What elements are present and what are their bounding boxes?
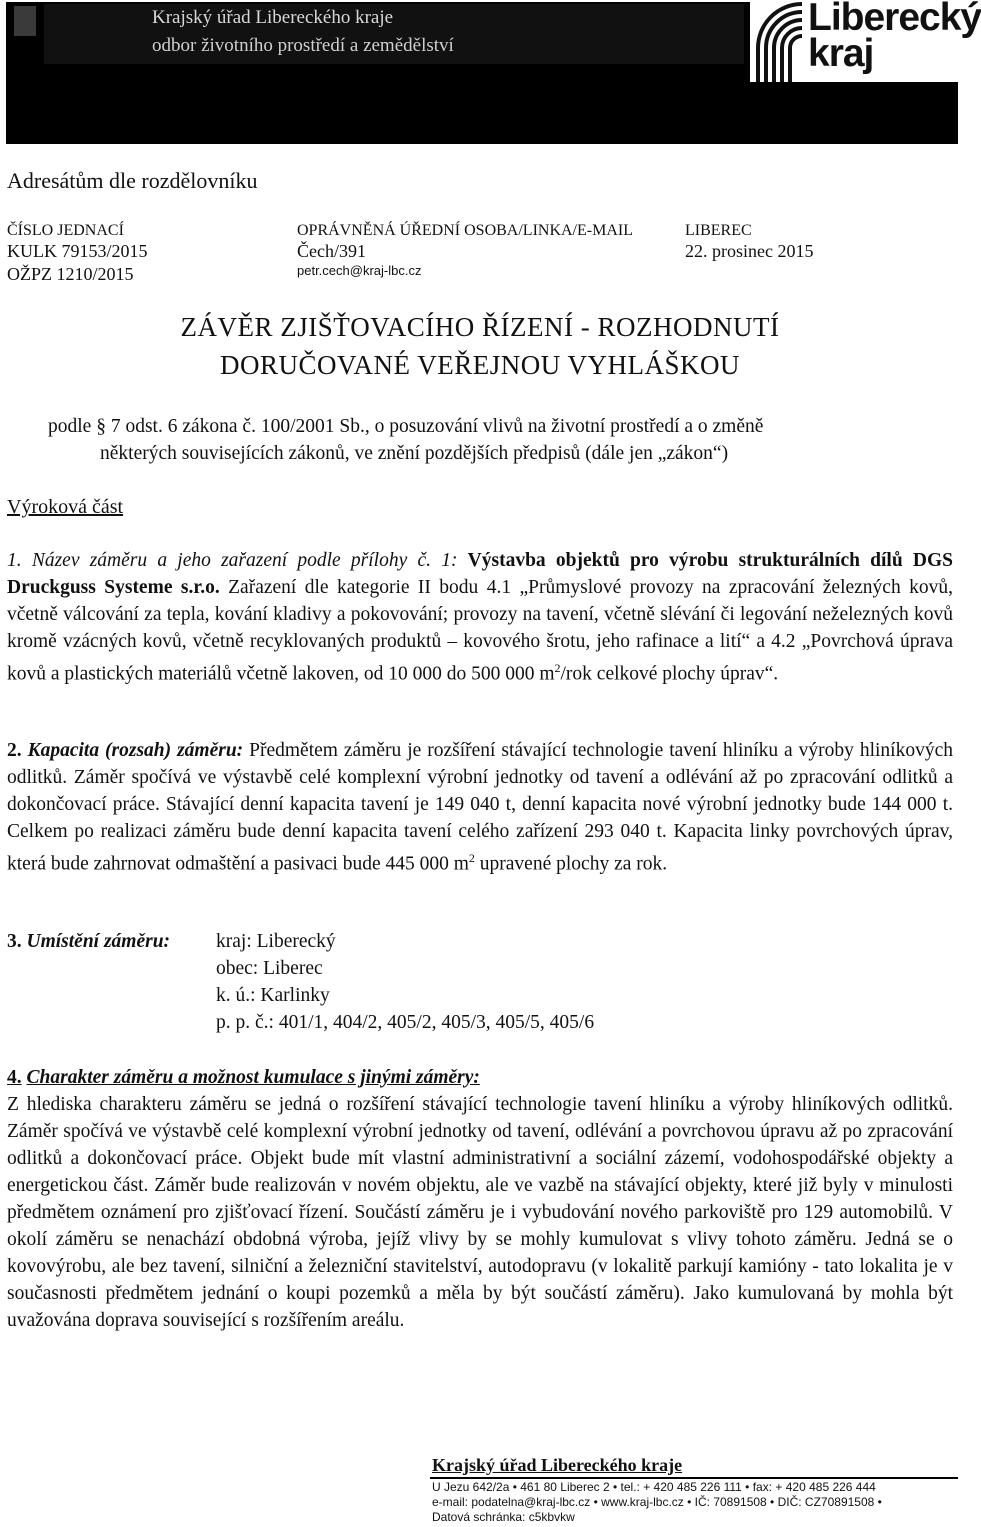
section-3-label: Umístění záměru:	[26, 931, 171, 952]
section-2-text-end: upravené plochy za rok.	[474, 853, 668, 875]
location-region: kraj: Liberecký	[216, 931, 336, 952]
section-3-number: 3.	[7, 931, 22, 952]
footer-contacts: e-mail: podatelna@kraj-lbc.cz • www.kraj-lbc.cz • IČ: 70891508 • DIČ: CZ70891508 •	[432, 1495, 882, 1509]
liberecky-kraj-logo	[750, 0, 981, 82]
section-2-sup: 2	[468, 851, 475, 865]
section-3-heading	[7, 928, 170, 955]
section-heading: Výroková část	[7, 496, 124, 518]
section-1-text-end: /rok celkové plochy úprav“.	[560, 663, 779, 685]
logo-line-2: kraj	[808, 32, 874, 75]
decision-title-line-1: ZÁVĚR ZJIŠŤOVACÍHO ŘÍZENÍ - ROZHODNUTÍ	[180, 312, 780, 342]
location-parcels: p. p. č.: 401/1, 404/2, 405/2, 405/3, 405/5, 405/6	[216, 1012, 595, 1033]
location-municipality: obec: Liberec	[216, 958, 323, 979]
document-date: 22. prosinec 2015	[685, 241, 814, 261]
footer-divider	[430, 1477, 958, 1479]
reference-number-2: OŽPZ 1210/2015	[7, 264, 134, 284]
official-email: petr.cech@kraj-lbc.cz	[297, 263, 422, 278]
section-4-heading	[7, 1064, 480, 1091]
legal-basis-line-1	[48, 413, 763, 440]
logo-wordmark	[808, 0, 981, 75]
section-1-text: Zařazení dle kategorie II bodu 4.1 „Průmyslové provozy na zpracování železných kovů, včetně válcování za tepla, kování kladivy a pokovování; provozy na tavení, včetně slévání či legování neželezných kovů kromě vzácných kovů, včetně recyklovaných produktů – kovového šrotu, jeho rafinace a lití“ a 4.2 „Povrchová úprava kovů a plastických materiálů včetně lakoven, od 10 000 do 500 000 m	[7, 577, 953, 685]
section-1	[7, 547, 953, 688]
legal-basis-text: , o posuzování vlivů na životní prostředí a o změně	[364, 416, 764, 437]
section-4-text: Z hlediska charakteru záměru se jedná o rozšíření stávající technologie tavení hliníku a výroby hliníkových odlitků. Záměr spočívá ve výstavbě celé komplexní výrobní jednotky od tavení, odlévání a povrchovou úpravu až po zpracování odlitků a dokončovací práce. Objekt bude mít vlastní administrativní a sociální zázemí, vodohospodářské objekty a energetickou část. Záměr bude realizován v novém objektu, ale ve vazbě na stávající objekty, které již byly v minulosti předmětem oznámení pro zjišťovací řízení. Součástí záměru je i vybudování nového parkoviště pro 129 automobilů. V okolí záměru se nenachází obdobná výroba, jejíž vlivy by se mohly kumulovat s vlivy tohoto záměru. Jedná se o kovovýrobu, ale bez tavení, silniční a železniční stavitelství, autodopravu (v lokalitě parkují kamióny - tato lokalita je v současnosti předmětem jednání o koupi pozemků a měla by být součástí záměru). Jako kumulovaná by mohla být uvažována doprava související s rozšířením areálu.	[7, 1094, 953, 1331]
section-2-number: 2.	[7, 740, 22, 761]
reference-label: ČÍSLO JEDNACÍ	[7, 222, 124, 239]
decision-title-line-2: DORUČOVANÉ VEŘEJNOU VYHLÁŠKOU	[219, 350, 741, 380]
location-cadastral-area: k. ú.: Karlinky	[216, 985, 330, 1006]
legal-basis-law: podle § 7 odst. 6 zákona č. 100/2001 Sb.	[48, 416, 365, 437]
addressee: Adresátům dle rozdělovníku	[7, 168, 258, 193]
header-mark	[14, 6, 36, 36]
reference-number-1: KULK 79153/2015	[7, 241, 148, 261]
logo-arcs-icon	[750, 0, 810, 82]
section-4-number: 4.	[7, 1067, 22, 1088]
footer-address: U Jezu 642/2a • 461 80 Liberec 2 • tel.: + 420 485 226 111 • fax: + 420 485 226 444	[432, 1480, 876, 1494]
footer-authority-name: Krajský úřad Libereckého kraje	[432, 1455, 683, 1475]
section-1-sup: 2	[554, 661, 561, 675]
section-2	[7, 737, 953, 878]
footer-databox: Datová schránka: c5kbvkw	[432, 1510, 575, 1524]
official-name: Čech/391	[297, 241, 366, 261]
section-1-label: 1. Název záměru a jeho zařazení podle přílohy č. 1:	[7, 550, 458, 571]
section-2-label: Kapacita (rozsah) záměru:	[27, 740, 244, 761]
logo-line-1: Liberecký	[808, 0, 981, 39]
section-1-project-name: Výstavba objektů pro výrobu strukturálních dílů DGS Druckguss Systeme s.r.o.	[7, 550, 953, 598]
official-label: OPRÁVNĚNÁ ÚŘEDNÍ OSOBA/LINKA/E-MAIL	[297, 222, 633, 239]
legal-basis-line-2: některých souvisejících zákonů, ve znění pozdějších předpisů (dále jen „zákon“)	[100, 443, 729, 464]
section-4-label: Charakter záměru a možnost kumulace s jinými záměry:	[26, 1067, 480, 1088]
place-label: LIBEREC	[685, 222, 752, 239]
authority-name: Krajský úřad Libereckého kraje	[152, 7, 394, 28]
section-2-text: Předmětem záměru je rozšíření stávající technologie tavení hliníku a výroby hliníkových odlitků. Záměr spočívá ve výstavbě celé komplexní výrobní jednotky od tavení a odlévání až po zpracování odlitků a dokončovací práce. Stávající denní kapacita tavení je 149 040 t, denní kapacita nové výrobní jednotky bude 144 000 t. Celkem po realizaci záměru bude denní kapacita tavení celého zařízení 293 040 t. Kapacita linky povrchových úprav, která bude zahrnovat odmaštění a pasivaci bude 445 000 m	[7, 740, 953, 875]
department-name: odbor životního prostředí a zemědělství	[152, 35, 454, 56]
